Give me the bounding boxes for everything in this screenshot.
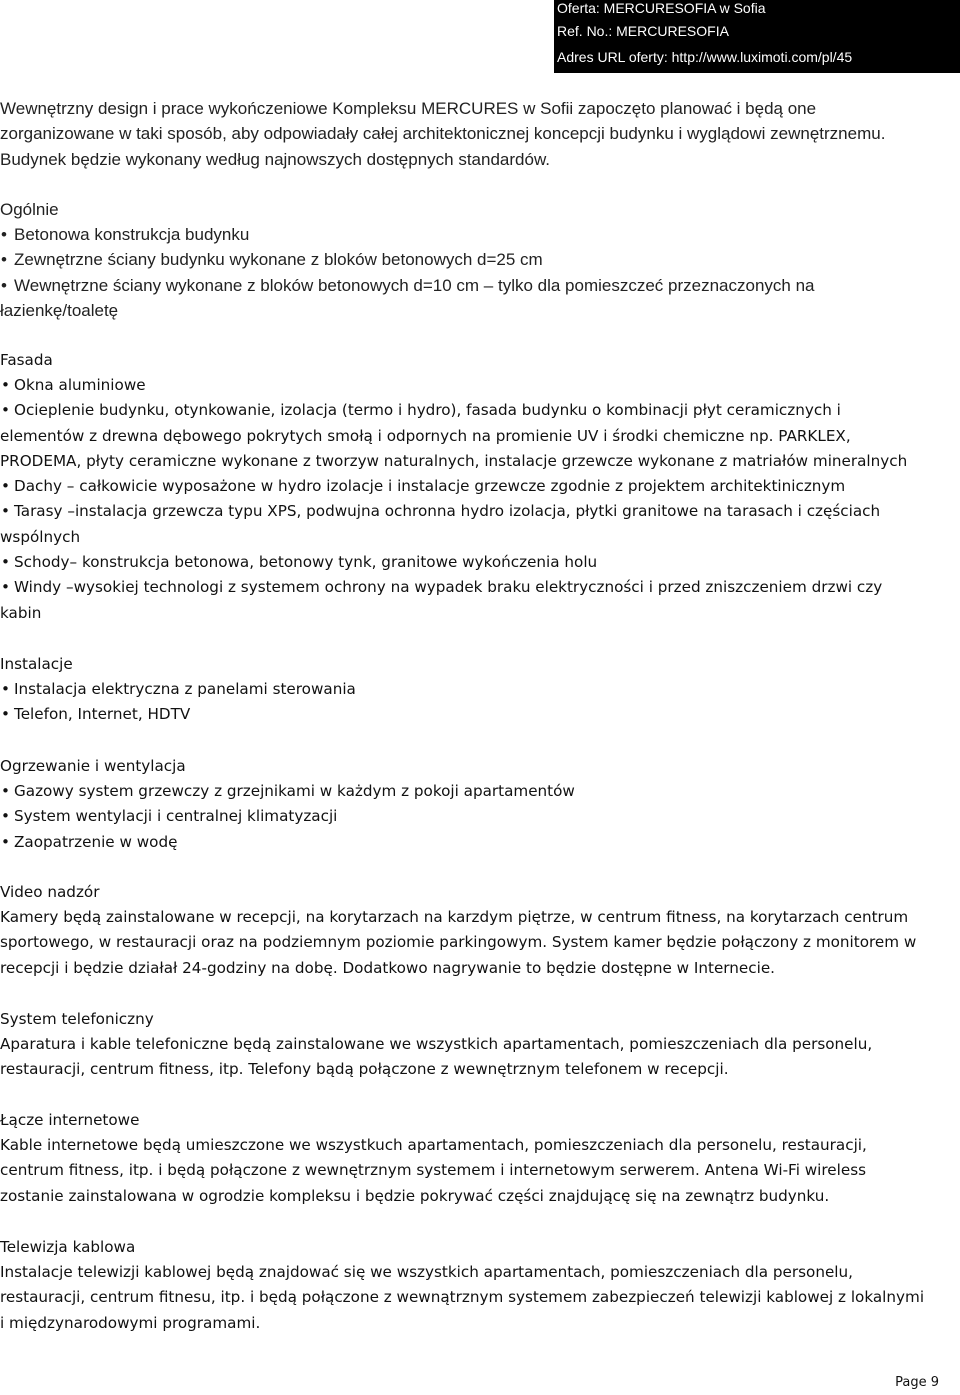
section-installations-list	[0, 677, 954, 728]
paragraph-line: i międzynarodowymi programami.	[0, 1313, 261, 1332]
list-item: • Dachy – całkowicie wyposażone w hydro izolacje i instalacje grzewcze zgodnie z projektem architektinicznym	[0, 474, 954, 499]
paragraph-line: zostanie zainstalowana w ogrodzie kompleksu i będzie pokrywać części znajdującę się na zewnątrz budynku.	[0, 1186, 830, 1205]
list-item: • Betonowa konstrukcja budynku	[0, 222, 954, 247]
section-general-heading: Ogólnie	[0, 200, 59, 219]
offer-ref: Ref. No.: MERCURESOFIA	[557, 23, 729, 39]
list-item-continuation: łazienkę/toaletę	[0, 300, 119, 320]
page-number: Page 9	[895, 1375, 939, 1390]
list-item: • Ocieplenie budynku, otynkowanie, izolacja (termo i hydro), fasada budynku o kombinacji płyt ceramicznych i	[0, 398, 954, 423]
paragraph-line: Kamery będą zainstalowane w recepcji, na korytarzach na karzdym piętrze, w centrum fitness, na korytarzach centrum	[0, 908, 909, 926]
list-item: • Instalacja elektryczna z panelami sterowania	[0, 677, 954, 702]
list-item: • Zaopatrzenie w wodę	[0, 830, 954, 855]
list-item: • Wewnętrzne ściany wykonane z bloków betonowych d=10 cm – tylko dla pomieszczeć przeznaczonych na	[0, 273, 954, 298]
paragraph-line: Instalacje telewizji kablowej będą znajdować się we wszystkich apartamentach, pomieszczeniach dla personelu,	[0, 1263, 853, 1281]
paragraph-line: sportowego, w restauracji oraz na podziemnym poziomie parkingowym. System kamer będzie połączony z monitorem w	[0, 933, 917, 952]
list-item-continuation: wspólnych	[0, 527, 81, 546]
intro-line: zorganizowane w taki sposób, aby odpowiadały całej architektonicznej koncepcji budynku i wyglądowi zewnętrznemu.	[0, 124, 886, 144]
intro-paragraph	[0, 96, 954, 172]
list-item: • Zewnętrzne ściany budynku wykonane z bloków betonowych d=25 cm	[0, 247, 954, 272]
list-item-continuation: kabin	[0, 603, 42, 622]
section-general-list	[0, 222, 954, 323]
offer-url[interactable]: Adres URL oferty: http://www.luximoti.com/pl/45	[557, 49, 853, 65]
offer-title: Oferta: MERCURESOFIA w Sofia	[557, 0, 766, 16]
section-phone-heading: System telefoniczny	[0, 1010, 154, 1028]
section-tv-text	[0, 1260, 954, 1336]
intro-line: Budynek będzie wykonany według najnowszych dostępnych standardów.	[0, 149, 551, 169]
paragraph-line: Kable internetowe będą umieszczone we wszystkuch apartamentach, pomieszczeniach dla personelu, restauracji,	[0, 1136, 867, 1154]
paragraph-line: centrum fitness, itp. i będą połączone z wewnętrznym systemem i internetowym serwerem. Antena Wi-Fi wireless	[0, 1161, 867, 1180]
list-item: • Okna aluminiowe	[0, 373, 954, 398]
list-item: • Tarasy –instalacja grzewcza typu XPS, podwujna ochronna hydro izolacja, płytki granitowe na tarasach i częściach	[0, 499, 954, 524]
list-item: • Gazowy system grzewczy z grzejnikami w każdym z pokoji apartamentów	[0, 779, 954, 804]
paragraph-line: recepcji i będzie działał 24-godziny na dobę. Dodatkowo nagrywanie to będzie dostępne w Internecie.	[0, 958, 775, 977]
section-video-heading: Video nadzór	[0, 883, 100, 901]
section-heating-heading: Ogrzewanie i wentylacja	[0, 757, 186, 775]
section-installations-heading: Instalacje	[0, 655, 73, 673]
section-facade-list	[0, 373, 954, 626]
section-facade-heading: Fasada	[0, 351, 53, 369]
section-internet-text	[0, 1133, 954, 1209]
section-tv-heading: Telewizja kablowa	[0, 1238, 136, 1256]
section-phone-text	[0, 1032, 954, 1083]
list-item: • Telefon, Internet, HDTV	[0, 702, 954, 727]
offer-header	[554, 0, 960, 73]
section-internet-heading: Łącze internetowe	[0, 1111, 140, 1129]
section-video-text	[0, 905, 954, 981]
section-heating-list	[0, 779, 954, 855]
list-item-continuation: elementów z drewna dębowego pokrytych smołą i odpornych na promienie UV i środki chemiczne np. PARKLEX,	[0, 426, 851, 445]
intro-line: Wewnętrzny design i prace wykończeniowe Kompleksu MERCURES w Sofii zapoczęto planować i będą one	[0, 99, 817, 118]
list-item: • Windy –wysokiej technologi z systemem ochrony na wypadek braku elektryczności i przed zniszczeniem drzwi czy	[0, 575, 954, 600]
paragraph-line: restauracji, centrum fitnesu, itp. i będą połączone z wewnątrznym systemem zabezpieczeń telewizji kablowej z lokalnymi	[0, 1288, 925, 1307]
list-item-continuation: PRODEMA, płyty ceramiczne wykonane z tworzyw naturalnych, instalacje grzewcze wykonane z matriałów mineralnych	[0, 451, 908, 470]
list-item: • Schody– konstrukcja betonowa, betonowy tynk, granitowe wykończenia holu	[0, 550, 954, 575]
list-item: • System wentylacji i centralnej klimatyzacji	[0, 804, 954, 829]
paragraph-line: Aparatura i kable telefoniczne będą zainstalowane we wszystkich apartamentach, pomieszczeniach dla personelu,	[0, 1035, 873, 1053]
paragraph-line: restauracji, centrum fitness, itp. Telefony bądą połączone z wewnętrznym telefonem w recepcji.	[0, 1060, 729, 1079]
